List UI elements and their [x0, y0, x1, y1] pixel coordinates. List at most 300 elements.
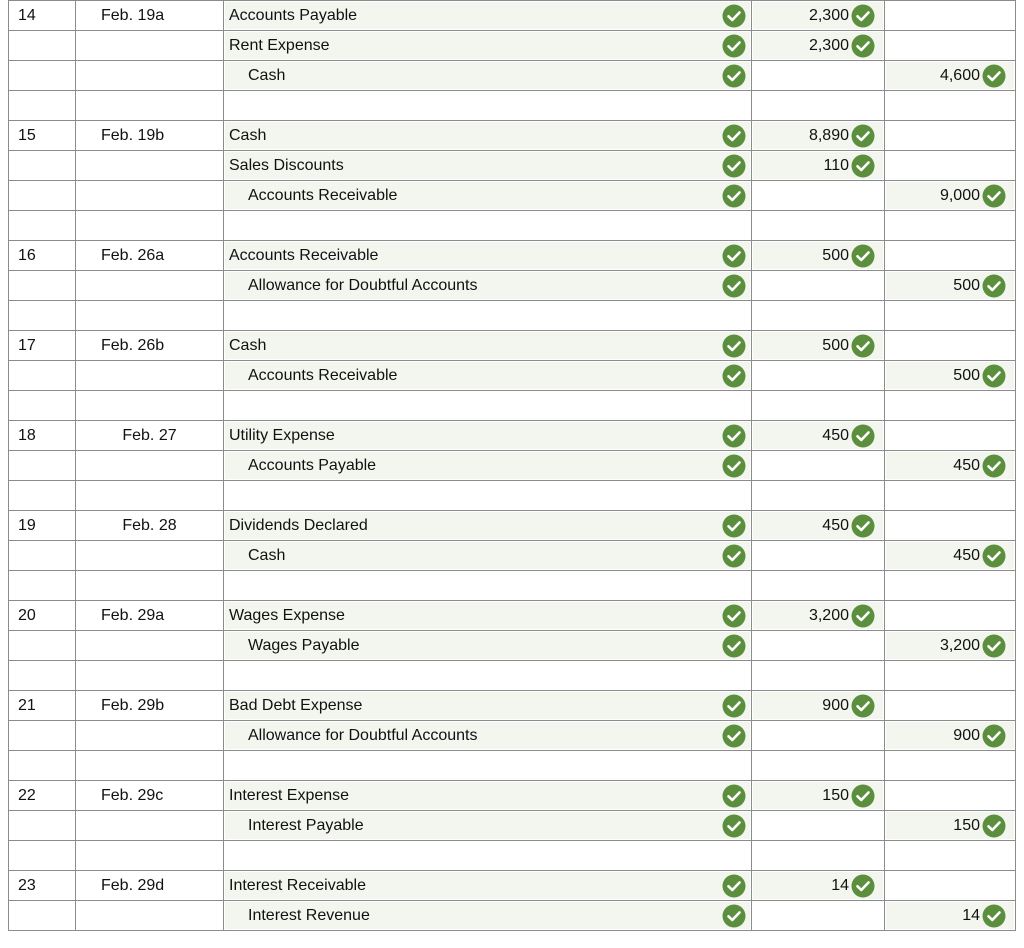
- credit-cell: [885, 541, 1016, 571]
- credit-amount: 500: [953, 276, 980, 294]
- checkmark-correct-icon: [982, 64, 1006, 88]
- account-cell: [224, 901, 752, 931]
- credit-input[interactable]: [886, 452, 1014, 479]
- credit-input: [886, 872, 1014, 899]
- debit-cell: [752, 1, 885, 31]
- debit-input[interactable]: [753, 332, 883, 359]
- credit-cell: [885, 781, 1016, 811]
- credit-input[interactable]: [886, 182, 1014, 209]
- account-check: [722, 424, 746, 451]
- account-dropdown[interactable]: [225, 602, 750, 629]
- separator-row: [9, 211, 1016, 241]
- account-name: Cash: [229, 336, 267, 354]
- account-cell: [224, 121, 752, 151]
- account-dropdown[interactable]: [225, 692, 750, 719]
- empty-cell: [9, 301, 76, 331]
- empty-cell: [885, 841, 1016, 871]
- empty-cell: [752, 481, 885, 511]
- journal-line-row: [9, 331, 1016, 361]
- entry-number: 21: [9, 691, 76, 721]
- credit-input[interactable]: [886, 632, 1014, 659]
- entry-date: Feb. 26b: [76, 331, 224, 361]
- debit-input[interactable]: [753, 32, 883, 59]
- account-check: [722, 514, 746, 541]
- account-dropdown[interactable]: [225, 542, 750, 569]
- account-check: [722, 244, 746, 271]
- checkmark-correct-icon: [722, 184, 746, 208]
- credit-amount: 150: [953, 816, 980, 834]
- account-name: Wages Payable: [248, 636, 360, 654]
- account-check: [722, 34, 746, 61]
- entry-number: [9, 811, 76, 841]
- account-name: Allowance for Doubtful Accounts: [248, 726, 478, 744]
- checkmark-correct-icon: [851, 874, 875, 898]
- empty-cell: [76, 301, 224, 331]
- account-name: Cash: [248, 66, 286, 84]
- empty-cell: [752, 391, 885, 421]
- empty-cell: [224, 391, 752, 421]
- empty-cell: [76, 481, 224, 511]
- account-cell: [224, 811, 752, 841]
- debit-amount: 900: [822, 696, 849, 714]
- account-dropdown[interactable]: [225, 182, 750, 209]
- credit-cell: [885, 181, 1016, 211]
- account-dropdown[interactable]: [225, 62, 750, 89]
- entry-date: [76, 631, 224, 661]
- debit-input: [753, 632, 883, 659]
- empty-cell: [76, 391, 224, 421]
- account-cell: [224, 721, 752, 751]
- account-name: Cash: [229, 126, 267, 144]
- separator-row: [9, 751, 1016, 781]
- debit-amount: 110: [823, 156, 849, 174]
- empty-cell: [752, 211, 885, 241]
- account-dropdown[interactable]: [225, 242, 750, 269]
- account-dropdown[interactable]: [225, 122, 750, 149]
- account-cell: [224, 151, 752, 181]
- empty-cell: [224, 301, 752, 331]
- credit-amount: 3,200: [939, 636, 980, 654]
- entry-number: [9, 721, 76, 751]
- journal-line-row: [9, 121, 1016, 151]
- debit-cell: [752, 421, 885, 451]
- credit-input: [886, 782, 1014, 809]
- debit-amount: 3,200: [808, 606, 849, 624]
- credit-amount: 450: [953, 546, 980, 564]
- empty-cell: [752, 91, 885, 121]
- checkmark-correct-icon: [722, 154, 746, 178]
- entry-date: [76, 271, 224, 301]
- debit-input: [753, 62, 883, 89]
- empty-cell: [224, 841, 752, 871]
- credit-cell: [885, 61, 1016, 91]
- entry-date: Feb. 29d: [76, 871, 224, 901]
- credit-input: [886, 332, 1014, 359]
- empty-cell: [885, 391, 1016, 421]
- debit-cell: [752, 781, 885, 811]
- credit-amount: 9,000: [939, 186, 980, 204]
- checkmark-correct-icon: [851, 694, 875, 718]
- credit-input[interactable]: [886, 542, 1014, 569]
- account-cell: [224, 331, 752, 361]
- entry-number: 17: [9, 331, 76, 361]
- account-check: [722, 694, 746, 721]
- empty-cell: [885, 481, 1016, 511]
- empty-cell: [752, 571, 885, 601]
- checkmark-correct-icon: [851, 34, 875, 58]
- credit-input: [886, 602, 1014, 629]
- account-cell: [224, 871, 752, 901]
- entry-number: 16: [9, 241, 76, 271]
- empty-cell: [885, 91, 1016, 121]
- empty-cell: [76, 661, 224, 691]
- account-dropdown[interactable]: [225, 422, 750, 449]
- empty-cell: [752, 301, 885, 331]
- entry-date: Feb. 29a: [76, 601, 224, 631]
- credit-input: [886, 422, 1014, 449]
- account-name: Interest Expense: [229, 786, 350, 804]
- checkmark-correct-icon: [722, 694, 746, 718]
- credit-cell: [885, 871, 1016, 901]
- debit-cell: [752, 871, 885, 901]
- account-dropdown[interactable]: [225, 782, 750, 809]
- credit-input[interactable]: [886, 812, 1014, 839]
- debit-input[interactable]: [753, 872, 883, 899]
- checkmark-correct-icon: [982, 724, 1006, 748]
- checkmark-correct-icon: [722, 34, 746, 58]
- entry-date: [76, 361, 224, 391]
- entry-date: [76, 31, 224, 61]
- debit-input[interactable]: [753, 152, 883, 179]
- credit-input[interactable]: [886, 62, 1014, 89]
- credit-cell: [885, 811, 1016, 841]
- separator-row: [9, 571, 1016, 601]
- debit-input: [753, 542, 883, 569]
- entry-number: [9, 61, 76, 91]
- separator-row: [9, 661, 1016, 691]
- checkmark-correct-icon: [722, 904, 746, 928]
- credit-input[interactable]: [886, 902, 1014, 929]
- account-cell: [224, 691, 752, 721]
- separator-row: [9, 841, 1016, 871]
- credit-cell: [885, 31, 1016, 61]
- credit-amount: 4,600: [939, 66, 980, 84]
- checkmark-correct-icon: [722, 4, 746, 28]
- credit-cell: [885, 451, 1016, 481]
- credit-cell: [885, 601, 1016, 631]
- empty-cell: [9, 571, 76, 601]
- empty-cell: [76, 841, 224, 871]
- checkmark-correct-icon: [851, 784, 875, 808]
- entry-number: [9, 901, 76, 931]
- debit-input: [753, 182, 883, 209]
- checkmark-correct-icon: [722, 124, 746, 148]
- debit-input: [753, 722, 883, 749]
- debit-input[interactable]: [753, 602, 883, 629]
- debit-cell: [752, 151, 885, 181]
- empty-cell: [76, 211, 224, 241]
- separator-row: [9, 391, 1016, 421]
- debit-cell: [752, 361, 885, 391]
- account-check: [722, 634, 746, 661]
- entry-date: Feb. 29b: [76, 691, 224, 721]
- separator-row: [9, 481, 1016, 511]
- checkmark-correct-icon: [722, 784, 746, 808]
- debit-amount: 450: [822, 426, 849, 444]
- account-dropdown[interactable]: [225, 512, 750, 539]
- entry-number: 23: [9, 871, 76, 901]
- empty-cell: [76, 91, 224, 121]
- debit-cell: [752, 511, 885, 541]
- debit-input: [753, 452, 883, 479]
- debit-input[interactable]: [753, 782, 883, 809]
- credit-input: [886, 242, 1014, 269]
- account-cell: [224, 511, 752, 541]
- account-dropdown[interactable]: [225, 2, 750, 29]
- credit-amount: 14: [962, 906, 980, 924]
- credit-amount: 500: [953, 366, 980, 384]
- checkmark-correct-icon: [722, 64, 746, 88]
- checkmark-correct-icon: [722, 334, 746, 358]
- entry-number: [9, 31, 76, 61]
- empty-cell: [885, 301, 1016, 331]
- entry-date: Feb. 29c: [76, 781, 224, 811]
- account-dropdown[interactable]: [225, 362, 750, 389]
- entry-number: 14: [9, 1, 76, 31]
- entry-number: [9, 361, 76, 391]
- entry-date: [76, 451, 224, 481]
- account-cell: [224, 421, 752, 451]
- account-cell: [224, 1, 752, 31]
- credit-input[interactable]: [886, 272, 1014, 299]
- account-check: [722, 724, 746, 751]
- empty-cell: [224, 481, 752, 511]
- account-cell: [224, 241, 752, 271]
- debit-amount: 14: [831, 876, 849, 894]
- debit-amount: 500: [822, 336, 849, 354]
- account-name: Accounts Payable: [248, 456, 377, 474]
- journal-line-row: [9, 781, 1016, 811]
- debit-amount: 8,890: [808, 126, 849, 144]
- debit-cell: [752, 631, 885, 661]
- checkmark-correct-icon: [982, 634, 1006, 658]
- account-dropdown[interactable]: [225, 902, 750, 929]
- journal-line-row: [9, 721, 1016, 751]
- credit-input[interactable]: [886, 362, 1014, 389]
- checkmark-correct-icon: [982, 904, 1006, 928]
- journal-line-row: [9, 241, 1016, 271]
- credit-input: [886, 152, 1014, 179]
- debit-input[interactable]: [753, 692, 883, 719]
- account-cell: [224, 31, 752, 61]
- entry-date: [76, 181, 224, 211]
- journal-line-row: [9, 271, 1016, 301]
- account-dropdown[interactable]: [225, 722, 750, 749]
- entry-date: [76, 901, 224, 931]
- journal-line-row: [9, 181, 1016, 211]
- debit-input: [753, 362, 883, 389]
- account-check: [722, 64, 746, 91]
- credit-cell: [885, 271, 1016, 301]
- credit-input: [886, 2, 1014, 29]
- journal-line-row: [9, 31, 1016, 61]
- empty-cell: [76, 571, 224, 601]
- account-cell: [224, 781, 752, 811]
- account-check: [722, 124, 746, 151]
- empty-cell: [224, 661, 752, 691]
- debit-cell: [752, 241, 885, 271]
- account-check: [722, 334, 746, 361]
- account-dropdown[interactable]: [225, 332, 750, 359]
- debit-amount: 500: [822, 246, 849, 264]
- account-cell: [224, 541, 752, 571]
- account-name: Sales Discounts: [229, 156, 344, 174]
- credit-input[interactable]: [886, 722, 1014, 749]
- checkmark-correct-icon: [722, 364, 746, 388]
- empty-cell: [9, 751, 76, 781]
- checkmark-correct-icon: [722, 814, 746, 838]
- account-cell: [224, 271, 752, 301]
- account-check: [722, 814, 746, 841]
- checkmark-correct-icon: [722, 454, 746, 478]
- credit-input: [886, 692, 1014, 719]
- account-dropdown[interactable]: [225, 812, 750, 839]
- journal-line-row: [9, 151, 1016, 181]
- credit-cell: [885, 511, 1016, 541]
- entry-date: Feb. 26a: [76, 241, 224, 271]
- empty-cell: [752, 841, 885, 871]
- journal-line-row: [9, 691, 1016, 721]
- account-cell: [224, 61, 752, 91]
- journal-line-row: [9, 361, 1016, 391]
- debit-input[interactable]: [753, 422, 883, 449]
- debit-input[interactable]: [753, 122, 883, 149]
- account-dropdown[interactable]: [225, 152, 750, 179]
- credit-input: [886, 512, 1014, 539]
- debit-amount: 450: [822, 516, 849, 534]
- debit-input: [753, 902, 883, 929]
- debit-cell: [752, 271, 885, 301]
- credit-cell: [885, 361, 1016, 391]
- empty-cell: [9, 661, 76, 691]
- debit-input[interactable]: [753, 512, 883, 539]
- account-dropdown[interactable]: [225, 632, 750, 659]
- journal-line-row: [9, 631, 1016, 661]
- separator-row: [9, 301, 1016, 331]
- journal-entry-table: [8, 0, 1016, 931]
- checkmark-correct-icon: [722, 724, 746, 748]
- empty-cell: [224, 91, 752, 121]
- account-name: Dividends Declared: [229, 516, 368, 534]
- credit-cell: [885, 631, 1016, 661]
- account-dropdown[interactable]: [225, 872, 750, 899]
- account-check: [722, 4, 746, 31]
- account-check: [722, 364, 746, 391]
- account-check: [722, 154, 746, 181]
- account-name: Accounts Receivable: [248, 186, 398, 204]
- credit-cell: [885, 1, 1016, 31]
- journal-line-row: [9, 61, 1016, 91]
- debit-cell: [752, 451, 885, 481]
- empty-cell: [885, 211, 1016, 241]
- entry-number: [9, 181, 76, 211]
- empty-cell: [752, 751, 885, 781]
- checkmark-correct-icon: [722, 544, 746, 568]
- empty-cell: [9, 391, 76, 421]
- entry-date: [76, 541, 224, 571]
- checkmark-correct-icon: [722, 424, 746, 448]
- account-cell: [224, 451, 752, 481]
- empty-cell: [9, 841, 76, 871]
- account-dropdown[interactable]: [225, 32, 750, 59]
- credit-input: [886, 122, 1014, 149]
- entry-date: [76, 811, 224, 841]
- checkmark-correct-icon: [982, 364, 1006, 388]
- credit-cell: [885, 721, 1016, 751]
- account-name: Cash: [248, 546, 286, 564]
- checkmark-correct-icon: [851, 334, 875, 358]
- checkmark-correct-icon: [722, 604, 746, 628]
- entry-number: 18: [9, 421, 76, 451]
- account-dropdown[interactable]: [225, 272, 750, 299]
- empty-cell: [224, 571, 752, 601]
- debit-input: [753, 272, 883, 299]
- checkmark-correct-icon: [851, 154, 875, 178]
- debit-input[interactable]: [753, 2, 883, 29]
- checkmark-correct-icon: [982, 184, 1006, 208]
- entry-number: [9, 631, 76, 661]
- empty-cell: [9, 481, 76, 511]
- account-name: Bad Debt Expense: [229, 696, 363, 714]
- debit-cell: [752, 31, 885, 61]
- account-cell: [224, 361, 752, 391]
- journal-entry-body: [9, 1, 1016, 931]
- credit-cell: [885, 151, 1016, 181]
- account-name: Accounts Receivable: [229, 246, 379, 264]
- checkmark-correct-icon: [722, 874, 746, 898]
- account-name: Interest Payable: [248, 816, 364, 834]
- debit-cell: [752, 121, 885, 151]
- empty-cell: [9, 211, 76, 241]
- credit-cell: [885, 421, 1016, 451]
- account-name: Interest Receivable: [229, 876, 366, 894]
- account-dropdown[interactable]: [225, 452, 750, 479]
- credit-input: [886, 32, 1014, 59]
- journal-line-row: [9, 421, 1016, 451]
- account-name: Allowance for Doubtful Accounts: [248, 276, 478, 294]
- entry-number: [9, 541, 76, 571]
- account-check: [722, 904, 746, 931]
- checkmark-correct-icon: [722, 274, 746, 298]
- checkmark-correct-icon: [982, 814, 1006, 838]
- account-check: [722, 454, 746, 481]
- journal-line-row: [9, 811, 1016, 841]
- debit-amount: 150: [822, 786, 849, 804]
- account-check: [722, 604, 746, 631]
- entry-number: 20: [9, 601, 76, 631]
- entry-number: 15: [9, 121, 76, 151]
- account-name: Wages Expense: [229, 606, 345, 624]
- credit-amount: 900: [953, 726, 980, 744]
- debit-input[interactable]: [753, 242, 883, 269]
- debit-cell: [752, 901, 885, 931]
- entry-number: [9, 451, 76, 481]
- checkmark-correct-icon: [982, 454, 1006, 478]
- account-check: [722, 184, 746, 211]
- separator-row: [9, 91, 1016, 121]
- empty-cell: [9, 91, 76, 121]
- credit-amount: 450: [953, 456, 980, 474]
